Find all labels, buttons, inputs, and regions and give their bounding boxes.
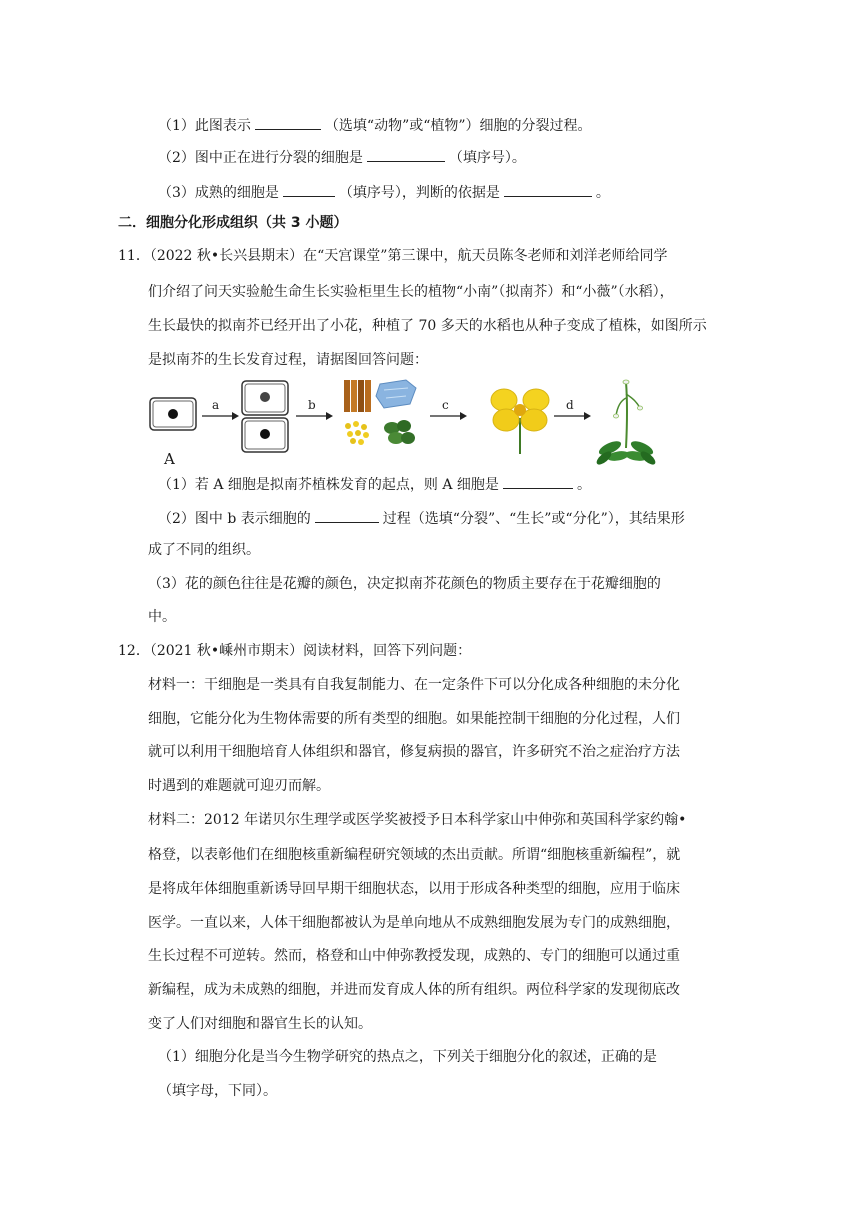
arrow-a — [202, 412, 239, 420]
q10-sub1-text: （1）此图表示 — [158, 118, 251, 134]
q12-material2-line: 材料二：2012 年诺贝尔生理学或医学奖被授予日本科学家山中伸弥和英国科学家约翰• — [148, 812, 687, 828]
section-heading: 二．细胞分化形成组织（共 3 小题） — [118, 215, 348, 231]
q11-stem-line: 11．（2022 秋•长兴县期末）在“天宫课堂”第三课中，航天员陈冬老师和刘洋老师给同学 — [118, 248, 668, 264]
q10-sub2-text-end: （填序号）。 — [448, 150, 526, 166]
q11-sub2-cont: 成了不同的组织。 — [148, 542, 260, 558]
q11-sub3-cont: 中。 — [148, 609, 176, 625]
q12-material2-line: 是将成年体细胞重新诱导回早期干细胞状态，以用于形成各种类型的细胞，应用于临床 — [148, 881, 680, 897]
cell-a-image — [150, 398, 196, 430]
flower-image — [491, 389, 549, 454]
tissues-image — [344, 380, 416, 445]
q12-material2-line: 变了人们对细胞和器官生长的认知。 — [148, 1016, 372, 1032]
q10-sub2 — [158, 145, 526, 168]
q11-sub1-text-end: 。 — [576, 477, 591, 493]
growth-diagram-svg — [148, 378, 668, 468]
q10-sub3-text-end: 。 — [595, 185, 610, 201]
q11-stem-line: 生长最快的拟南芥已经开出了小花，种植了 70 多天的水稻也从种子变成了植株，如图所示 — [148, 318, 707, 334]
meristem-tissue — [384, 420, 415, 444]
plant-image — [595, 380, 658, 467]
q11-sub3: （3）花的颜色往往是花瓣的颜色，决定拟南芥花颜色的物质主要存在于花瓣细胞的 — [148, 576, 661, 592]
q12-material1-line: 材料一：干细胞是一类具有自我复制能力、在一定条件下可以分化成各种细胞的未分化 — [148, 677, 680, 693]
q12-material2-line: 新编程，成为未成熟的细胞，并进而发育成人体的所有组织。两位科学家的发现彻底改 — [148, 982, 680, 998]
protective-tissue — [376, 380, 416, 408]
q12-material1-line: 时遇到的难题就可迎刃而解。 — [148, 778, 330, 794]
growth-process-diagram — [148, 378, 668, 468]
q11-sub2-text: （2）图中 b 表示细胞的 — [158, 511, 311, 527]
q12-stem-line: 12．（2021 秋•嵊州市期末）阅读材料，回答下列问题： — [118, 643, 472, 659]
q10-sub3-text-mid: （填序号），判断的依据是 — [338, 185, 500, 201]
q12-sub1: （1）细胞分化是当今生物学研究的热点之，下列关于细胞分化的叙述，正确的是 — [158, 1049, 657, 1065]
divided-cells-image — [242, 381, 288, 452]
q11-stem-line: 是拟南芥的生长发育过程，请据图回答问题： — [148, 352, 428, 368]
q10-sub3 — [158, 180, 610, 203]
arrow-c-label: c — [442, 398, 449, 412]
arrow-d-label: d — [566, 398, 574, 412]
q11-stem-line: 们介绍了问天实验舱生命生长实验柜里生长的植物“小南”（拟南芥）和“小薇”（水稻）， — [148, 284, 674, 300]
q12-sub1-cont: （填字母，下同）。 — [158, 1083, 277, 1099]
q12-material2-line: 格登，以表彰他们在细胞核重新编程研究领域的杰出贡献。所谓“细胞核重新编程”，就 — [148, 847, 681, 863]
q11-sub2-text-end: 过程（选填“分裂”、“生长”或“分化”），其结果形 — [382, 511, 685, 527]
q12-material1-line: 细胞，它能分化为生物体需要的所有类型的细胞。如果能控制干细胞的分化过程，人们 — [148, 711, 680, 727]
answer-blank[interactable] — [315, 506, 379, 523]
q11-sub1-text: （1）若 A 细胞是拟南芥植株发育的起点，则 A 细胞是 — [158, 477, 499, 493]
answer-blank[interactable] — [283, 180, 335, 197]
q10-sub1-text-end: （选填“动物”或“植物”）细胞的分裂过程。 — [324, 118, 592, 134]
answer-blank[interactable] — [503, 472, 573, 489]
q12-material1-line: 就可以利用干细胞培育人体组织和器官，修复病损的器官，许多研究不治之症治疗方法 — [148, 744, 680, 760]
q12-material2-line: 医学。一直以来，人体干细胞都被认为是单向地从不成熟细胞发展为专门的成熟细胞， — [148, 915, 680, 931]
q12-material2-line: 生长过程不可逆转。然而，格登和山中伸弥教授发现，成熟的、专门的细胞可以通过重 — [148, 948, 680, 964]
arrow-d — [554, 412, 591, 420]
arrow-b — [296, 412, 333, 420]
arrow-c — [430, 412, 467, 420]
nutrient-tissue — [345, 421, 369, 445]
q10-sub3-text: （3）成熟的细胞是 — [158, 185, 279, 201]
q11-sub1 — [158, 472, 591, 495]
answer-blank[interactable] — [504, 180, 592, 197]
cell-a-label: A — [164, 450, 175, 468]
conductive-tissue — [344, 380, 371, 412]
q11-sub2 — [158, 506, 685, 529]
q10-sub2-text: （2）图中正在进行分裂的细胞是 — [158, 150, 363, 166]
q10-sub1 — [158, 113, 592, 136]
arrow-b-label: b — [308, 398, 316, 412]
arrow-a-label: a — [212, 398, 220, 412]
answer-blank[interactable] — [255, 113, 321, 130]
answer-blank[interactable] — [367, 145, 445, 162]
